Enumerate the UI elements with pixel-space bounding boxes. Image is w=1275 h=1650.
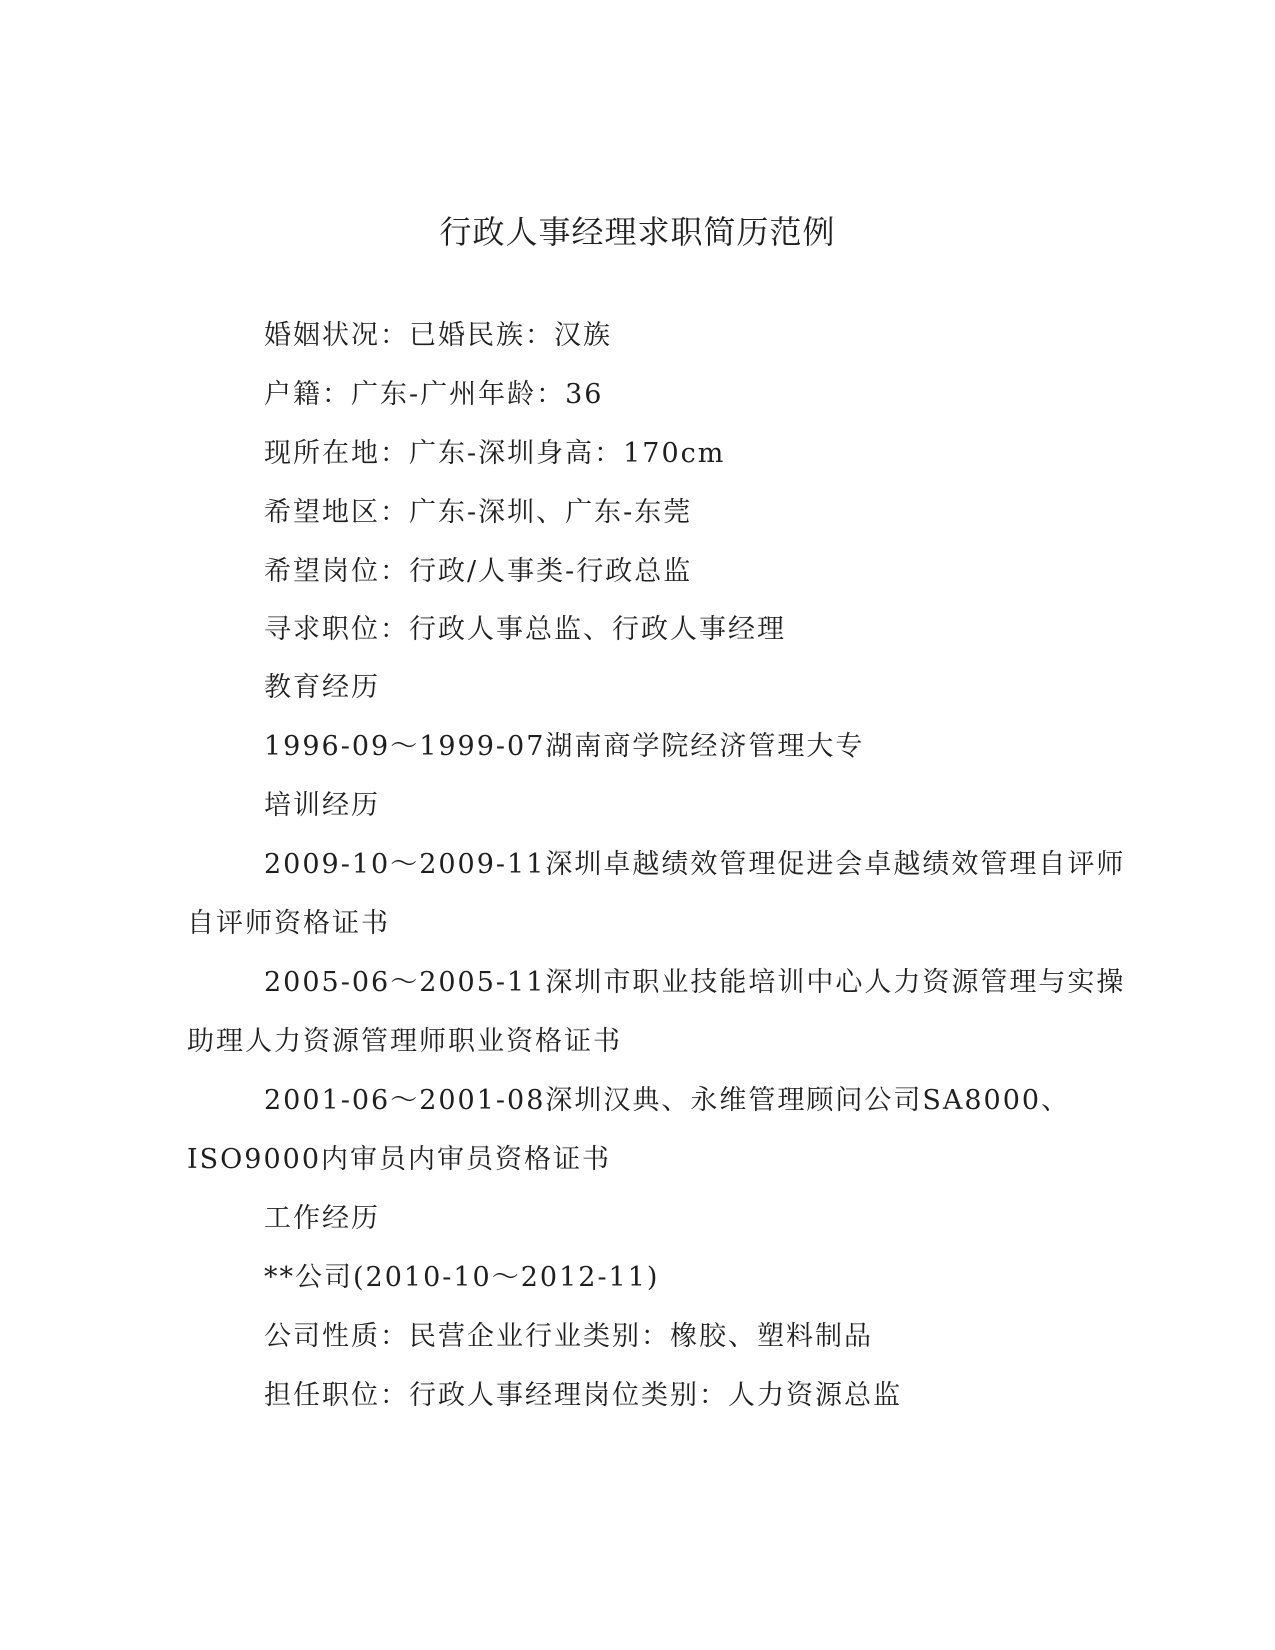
training-entry-2: 2005-06～2005-11深圳市职业技能培训中心人力资源管理与实操 xyxy=(264,967,1126,998)
marital-ethnicity-line: 婚姻状况：已婚民族：汉族 xyxy=(264,320,612,351)
desired-region-line: 希望地区：广东-深圳、广东-东莞 xyxy=(264,497,693,528)
job-title-line: 担任职位：行政人事经理岗位类别：人力资源总监 xyxy=(264,1380,902,1411)
education-entry: 1996-09～1999-07湖南商学院经济管理大专 xyxy=(264,731,865,762)
training-entry-2-cont: 助理人力资源管理师职业资格证书 xyxy=(187,1026,622,1057)
document-title: 行政人事经理求职简历范例 xyxy=(439,213,836,251)
training-entry-1: 2009-10～2009-11深圳卓越绩效管理促进会卓越绩效管理自评师 xyxy=(264,849,1126,880)
education-heading: 教育经历 xyxy=(264,672,380,703)
training-heading: 培训经历 xyxy=(264,790,380,821)
work-company-line: **公司(2010-10～2012-11) xyxy=(264,1262,660,1293)
training-entry-3-cont: ISO9000内审员内审员资格证书 xyxy=(187,1144,612,1175)
seeking-position-line: 寻求职位：行政人事总监、行政人事经理 xyxy=(264,614,786,645)
hukou-age-line: 户籍：广东-广州年龄：36 xyxy=(264,379,604,410)
training-entry-3: 2001-06～2001-08深圳汉典、永维管理顾问公司SA8000、 xyxy=(264,1085,1071,1116)
desired-position-line: 希望岗位：行政/人事类-行政总监 xyxy=(264,556,693,587)
training-entry-1-cont: 自评师资格证书 xyxy=(187,908,390,939)
work-heading: 工作经历 xyxy=(264,1203,380,1234)
location-height-line: 现所在地：广东-深圳身高：170cm xyxy=(264,438,726,469)
company-nature-line: 公司性质：民营企业行业类别：橡胶、塑料制品 xyxy=(264,1321,873,1352)
